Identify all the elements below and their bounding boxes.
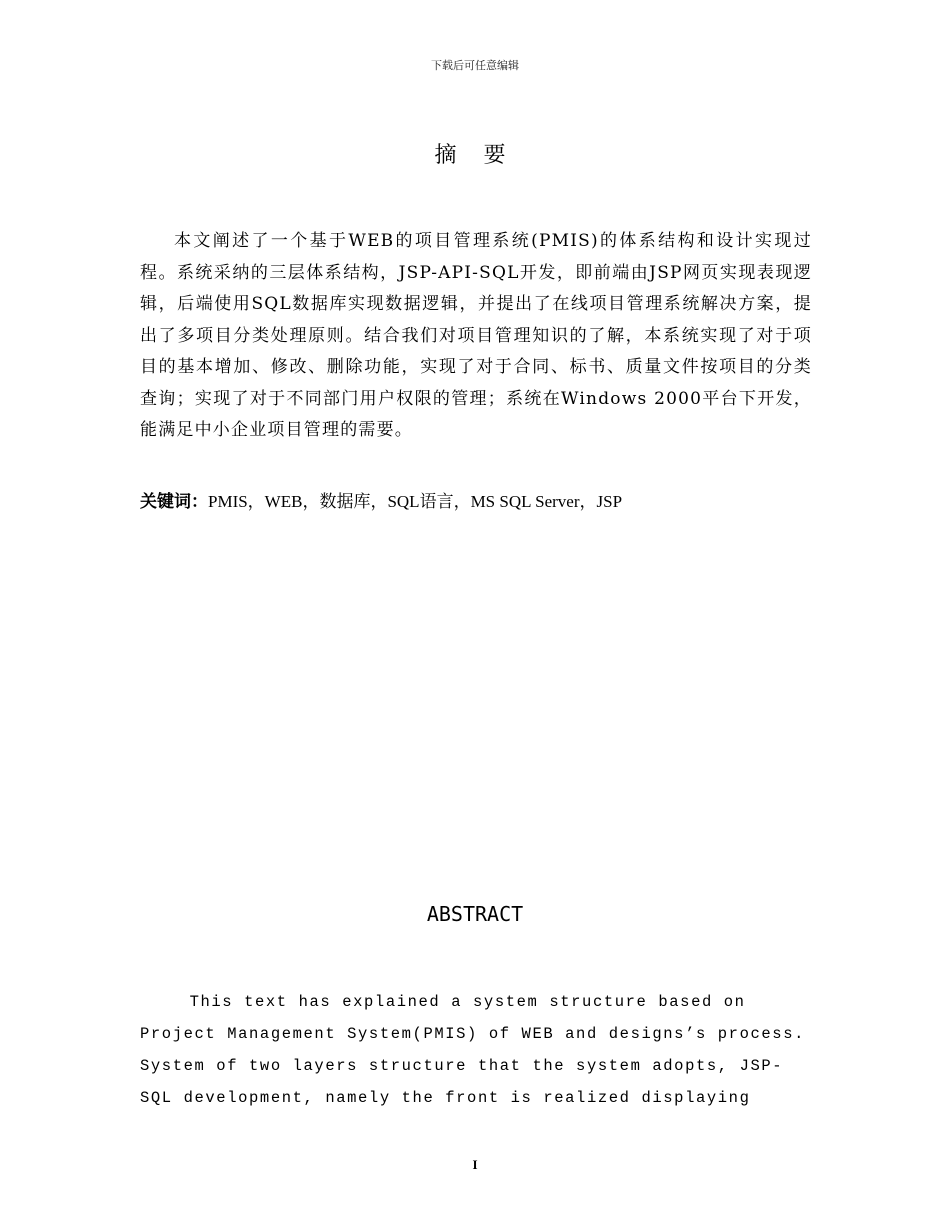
english-abstract-body — [140, 986, 812, 1114]
chinese-abstract-title: 摘 要 — [434, 143, 516, 168]
english-abstract-title: ABSTRACT — [426, 902, 524, 926]
english-abstract-line: System of two layers structure that the system adopts, JSP- — [140, 1057, 784, 1075]
page-number: I — [472, 1157, 478, 1172]
english-abstract-line: This text has explained a system structure based on — [189, 993, 746, 1011]
english-abstract-line: SQL development, namely the front is realized displaying — [140, 1089, 751, 1107]
keywords-line — [140, 490, 812, 514]
keywords-value: PMIS，WEB，数据库，SQL语言，MS SQL Server，JSP — [208, 492, 623, 511]
chinese-abstract-body: 本文阐述了一个基于WEB的项目管理系统(PMIS)的体系结构和设计实现过程。系统采纳的三层体系结构，JSP-API-SQL开发，即前端由JSP网页实现表现逻辑，后端使用SQL数据库实现数据逻辑，并提出了在线项目管理系统解决方案，提出了多项目分类处理原则。结合我们对项目管理知识的了解，本系统实现了对于项目的基本增加、修改、删除功能，实现了对于合同、标书、质量文件按项目的分类查询；实现了对于不同部门用户权限的管理；系统在Windows 2000平台下开发，能满足中小企业项目管理的需要。 — [140, 231, 812, 440]
english-abstract-line: Project Management System(PMIS) of WEB and designs’s process. — [140, 1025, 805, 1043]
keywords-label: 关键词： — [140, 492, 208, 511]
header-note: 下载后可任意编辑 — [431, 59, 519, 72]
